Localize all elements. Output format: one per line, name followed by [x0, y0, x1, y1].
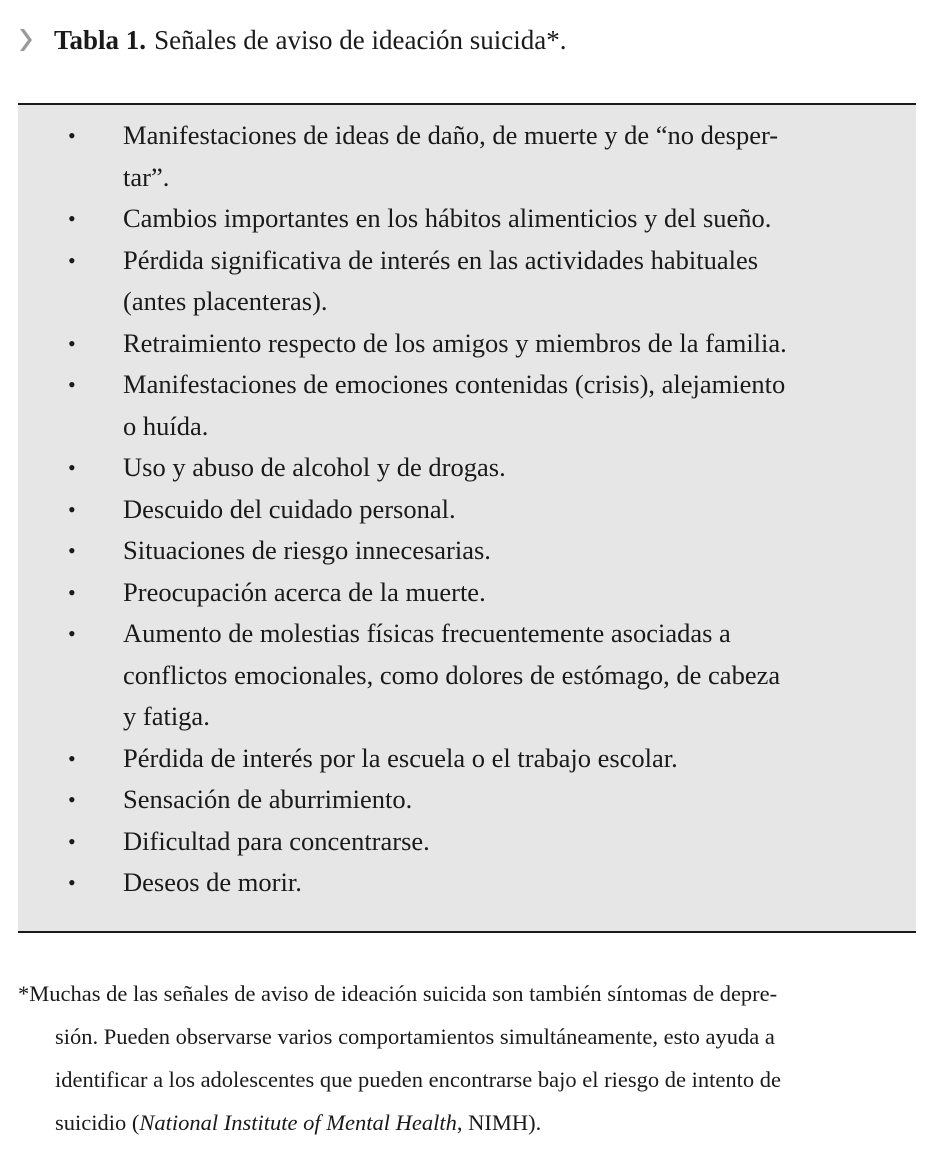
bullet-icon: • [68, 538, 76, 563]
list-item [18, 489, 916, 531]
bullet-icon: • [68, 247, 76, 273]
title-marker-icon [18, 27, 34, 53]
list-item [18, 572, 916, 614]
table-title-row [18, 20, 566, 60]
signs-list [18, 115, 916, 904]
bullet-icon: • [68, 330, 76, 356]
bullet-icon: • [68, 372, 76, 397]
footnote-line-2: sión. Pueden observarse varios comportamientos simultáneamente, esto ayuda a [55, 1024, 775, 1049]
list-item-text: Descuido del cuidado personal. [123, 493, 456, 524]
list-item [18, 862, 916, 904]
list-item-text: o huída. [123, 410, 209, 441]
list-item [18, 613, 916, 738]
bullet-icon: • [68, 455, 76, 480]
list-item-text: Deseos de morir. [123, 867, 302, 897]
bullet-icon: • [68, 579, 76, 605]
footnote-line-1: *Muchas de las señales de aviso de ideación suicida son también síntomas de depre- [18, 981, 778, 1006]
list-item-text: Manifestaciones de emociones contenidas (crisis), alejamiento [123, 369, 786, 399]
footnote-marker: * [18, 981, 30, 1006]
list-item-text: Sensación de aburrimiento. [123, 784, 413, 814]
list-item [18, 447, 916, 489]
list-item [18, 821, 916, 863]
bullet-icon: • [68, 745, 76, 771]
list-item [18, 779, 916, 821]
footnote-source: National Institute of Mental Health [139, 1110, 457, 1135]
bullet-icon: • [68, 496, 76, 522]
bullet-icon: • [68, 870, 76, 895]
footnote-line-3: identificar a los adolescentes que pueden encontrarse bajo el riesgo de intento de [55, 1067, 781, 1092]
caption-star: *. [546, 24, 567, 55]
list-item-text: Pérdida significativa de interés en las actividades habituales [123, 244, 759, 275]
footnote-line-4: suicidio (National Institute of Mental Health, NIMH). [55, 1110, 542, 1135]
list-item-text: y fatiga. [123, 701, 210, 731]
list-item-text: Dificultad para concentrarse. [123, 825, 430, 856]
bullet-icon: • [68, 621, 76, 646]
list-item-text: (antes placenteras). [123, 286, 328, 316]
list-item-text: Retraimiento respecto de los amigos y miembros de la familia. [123, 327, 787, 358]
table-label: Tabla 1. [54, 24, 147, 55]
list-item [18, 240, 916, 323]
bullet-icon: • [68, 828, 76, 854]
table-title [54, 24, 567, 55]
list-item [18, 115, 916, 198]
signs-table [18, 103, 916, 933]
list-item-text: conflictos emocionales, como dolores de estómago, de cabeza [123, 659, 781, 690]
footnote [18, 972, 898, 1144]
list-item [18, 364, 916, 447]
list-item-text: tar”. [123, 161, 170, 192]
list-item-text: Preocupación acerca de la muerte. [123, 576, 486, 607]
list-item [18, 323, 916, 365]
list-item-text: Aumento de molestias físicas frecuentemente asociadas a [123, 618, 731, 648]
list-item-text: Uso y abuso de alcohol y de drogas. [123, 452, 506, 482]
list-item-text: Situaciones de riesgo innecesarias. [123, 535, 491, 565]
bullet-icon: • [68, 123, 76, 148]
bullet-icon: • [68, 787, 76, 812]
list-item-text: Cambios importantes en los hábitos alimenticios y del sueño. [123, 203, 772, 233]
list-item [18, 738, 916, 780]
table-caption: Señales de aviso de ideación suicida [154, 24, 547, 55]
list-item-text: Pérdida de interés por la escuela o el trabajo escolar. [123, 742, 678, 773]
list-item-text: Manifestaciones de ideas de daño, de muerte y de “no desper- [123, 120, 779, 150]
list-item [18, 198, 916, 240]
bullet-icon: • [68, 206, 76, 231]
list-item [18, 530, 916, 572]
